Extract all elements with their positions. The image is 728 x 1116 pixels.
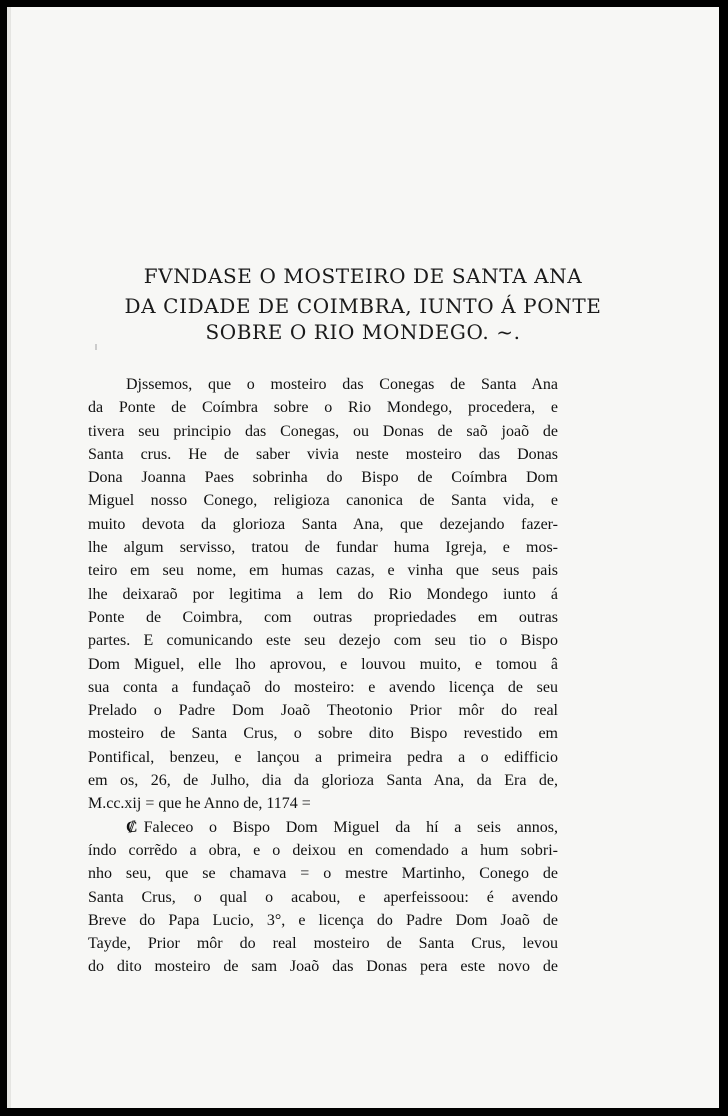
text-line: em os, 26, de Julho, dia da glorioza Santa Ana, da Era de, — [88, 772, 558, 790]
text-line: Dona Joanna Paes sobrinha do Bispo de Coímbra Dom — [88, 469, 558, 487]
text-line: Djssemos, que o mosteiro das Conegas de Santa Ana — [126, 376, 558, 393]
text-line: Ponte de Coimbra, com outras propriedades em outras — [88, 608, 558, 626]
text-line: mosteiro de Santa Crus, o sobre dito Bispo revestido em — [88, 725, 558, 743]
text-line: Dom Miguel, elle lho aprovou, e louvou muito, e tomou â — [88, 655, 558, 673]
text-line: do dito mosteiro de sam Joaõ das Donas pera este novo de — [88, 958, 558, 976]
text-line: Faleceo o Bispo Dom Miguel da hí a seis annos, — [143, 818, 558, 836]
text-line: nho seu, que se chamava = o mestre Martinho, Conego de — [88, 865, 558, 883]
paragraph-start-line — [88, 816, 558, 839]
body-text — [88, 373, 558, 979]
text-line: Breve do Papa Lucio, 3°, e licença do Padre Dom Joaõ de — [88, 911, 558, 929]
heading-line-2: DA CIDADE DE COIMBRA, IUNTO Á PONTE — [124, 294, 602, 318]
page-edge-shadow — [7, 7, 11, 1108]
text-line: Santa crus. He de saber vivia neste mosteiro das Donas — [88, 445, 558, 463]
text-line: Santa Crus, o qual o acabou, e aperfeissoou: é avendo — [88, 888, 558, 906]
text-line: Pontifical, benzeu, e lançou a primeira pedra a o edifficio — [88, 748, 558, 766]
text-line: da Ponte de Coímbra sobre o Rio Mondego, procedera, e — [88, 399, 558, 417]
pilcrow-icon: ₡ — [126, 818, 138, 836]
text-line: Miguel nosso Conego, religioza canonica de Santa vida, e — [88, 492, 558, 510]
print-speck — [95, 344, 97, 350]
text-line: teiro em seu nome, em humas cazas, e vinha que seus pais — [88, 562, 558, 580]
heading-line-1: FVNDASE O MOSTEIRO DE SANTA ANA — [143, 264, 583, 288]
text-line: lhe deixaraõ por legitima a lem do Rio Mondego iunto á — [88, 585, 558, 603]
text-line: lhe algum servisso, tratou de fundar huma Igreja, e mos- — [88, 539, 558, 557]
text-line: sua conta a fundaçaõ do mosteiro: e avendo licença de seu — [88, 678, 558, 696]
text-line: partes. E comunicando este seu dezejo com seu tio o Bispo — [88, 632, 558, 650]
text-line: tivera seu principio das Conegas, ou Donas de saõ joaõ de — [88, 422, 558, 440]
text-line: Tayde, Prior môr do real mosteiro de Santa Crus, levou — [88, 935, 558, 953]
heading-line-3: SOBRE O RIO MONDEGO. ~. — [205, 320, 521, 344]
text-line: M.cc.xij = que he Anno de, 1174 = — [88, 795, 311, 813]
text-line: Prelado o Padre Dom Joaõ Theotonio Prior môr do real — [88, 702, 558, 720]
text-line: índo corrẽdo a obra, e o deixou en comendado a hum sobri- — [88, 841, 558, 859]
document-page — [7, 7, 719, 1108]
text-line: muito devota da glorioza Santa Ana, que dezejando fazer- — [88, 515, 558, 533]
